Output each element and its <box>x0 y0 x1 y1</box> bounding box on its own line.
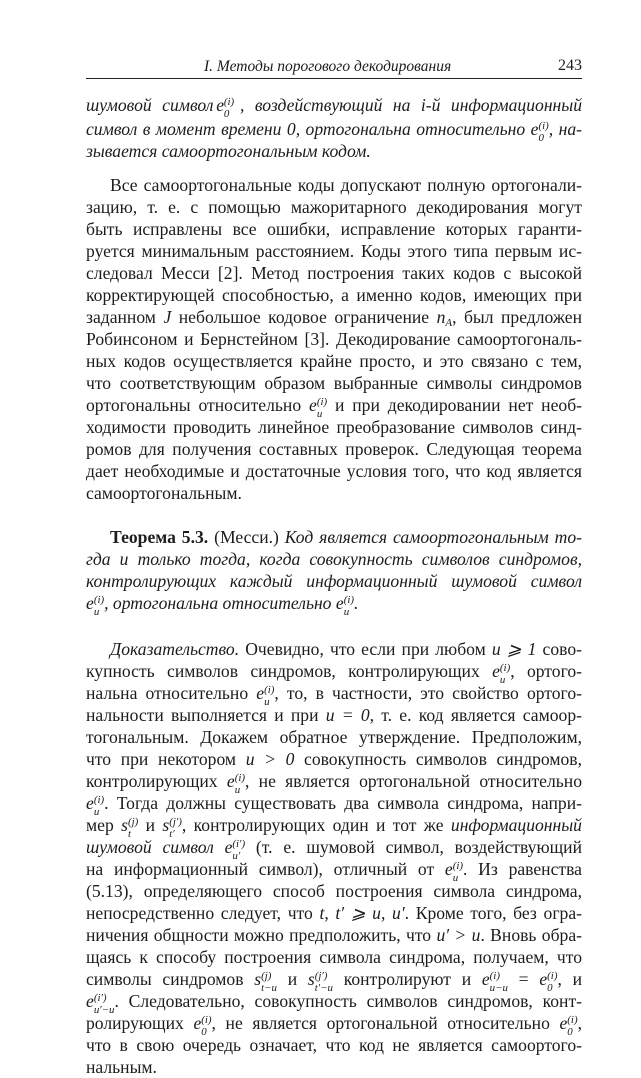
proof-line-14: ничения общности можно предположить, что u′ > u. Вновь обра- <box>86 925 582 945</box>
para1-line-4: руется минимальным расстоянием. Коды этого типа первым ис- <box>86 241 582 261</box>
proof-line-13: непосредственно следует, что t, t′ ⩾ u, u′. Кроме того, без огра- <box>86 903 582 923</box>
para1-line-8: Робинсоном и Бернстейном [3]. Декодирование самоортогональ- <box>86 329 582 349</box>
proof-line-11: на информационный символ), отличный от e (i) u . Из равенства <box>86 859 582 884</box>
proof-line-12: (5.13), определяющего способ построения символа синдрома, <box>86 881 582 901</box>
para1-line-12: ходимости проводить линейное преобразование символов синд- <box>86 417 582 437</box>
proof-line-1: Доказательство. Очевидно, что если при любом u ⩾ 1 сово- <box>110 639 582 659</box>
proof-line-8: e (i) u . Тогда должны существовать два символа синдрома, напри- <box>86 793 582 818</box>
proof-line-18: ролирующих e (i) 0 , не является ортогональной относительно e (i) 0 , <box>86 1013 582 1038</box>
proof-line-3: нальна относительно e (i) u , то, в частности, это свойство ортого- <box>86 683 582 708</box>
running-head <box>86 52 582 79</box>
theorem-line-3: контролирующих каждый информационный шумовой символ <box>86 571 582 591</box>
proof-line-7: контролирующих e (i) u , не является ортогональной относительно <box>86 771 582 796</box>
para1-line-7: заданном J небольшое кодовое ограничение $n_A$, был предложен <box>86 307 583 330</box>
proof-line-20: нальным. <box>86 1057 157 1077</box>
para1-line-3: быть исправлены все ошибки, исправление которых гаранти- <box>86 219 582 239</box>
page-number: 243 <box>558 57 582 74</box>
proof-line-10: шумовой символ e (i′) u′ (т. е. шумовой символ, воздействующий <box>86 837 583 862</box>
para1-line-10: что соответствующим образом выбранные символы синдромов <box>86 373 582 393</box>
para1-line-13: ромов для получения составных проверок. Следующая теорема <box>86 439 582 459</box>
para1-line-2: зацию, т. е. с помощью мажоритарного декодирования могут <box>86 197 582 217</box>
theorem-label: Теорема 5.3. <box>110 527 209 547</box>
chapter-title: I. Методы порогового декодирования <box>204 58 452 75</box>
proof-line-19: что в свою очередь означает, что код не является самоортого- <box>86 1035 582 1055</box>
para1-line-14: дает необходимые и достаточные условия того, что код является <box>86 461 582 481</box>
proof-line-4: нальности выполняется и при u = 0, т. е. код является самоор- <box>86 705 582 725</box>
intro-line-3: зывается самоортогональным кодом. <box>86 141 371 161</box>
intro-line-1: шумовой символ (i) 0 e , воздействующий на i-й информационный <box>86 95 582 120</box>
para1-line-6: корректирующей способностью, а именно кодов, имеющих при <box>86 285 582 305</box>
proof-line-16: символы синдромов s (j) t−u и s (j′) t′−u контролируют и e (i) u−u = e (i) 0 , и <box>86 969 582 994</box>
intro-line-2: символ в момент времени 0, ортогональна относительно e (i) 0 , на- <box>86 119 582 144</box>
proof-line-5: тогональным. Докажем обратное утверждение. Предположим, <box>86 727 582 747</box>
para1-line-9: ных кодов осуществляется крайне просто, и это связано с тем, <box>86 351 582 371</box>
para1-line-5: следовал Месси [2]. Метод построения таких кодов с высокой <box>86 263 582 283</box>
para1-line-11: ортогональны относительно e (i) u и при декодировании нет необ- <box>86 395 583 420</box>
proof-line-17: e (i′) u′−u . Следовательно, совокупность символов синдромов, конт- <box>86 991 582 1016</box>
para1-line-1: Все самоортогональные коды допускают полную ортогонали- <box>110 175 582 195</box>
theorem-line-1: Теорема 5.3. (Месси.) Код является самоортогональным то- <box>110 527 582 547</box>
theorem-line-2: гда и только тогда, когда совокупность символов синдромов, <box>86 549 582 569</box>
theorem-line-4: e (i) u , ортогональна относительно e (i) u . <box>86 593 359 618</box>
proof-line-9: мер s (j) t и s (j′) t′ , контролирующих один и тот же информационный <box>86 815 582 840</box>
para1-line-15: самоортогональным. <box>86 483 242 503</box>
proof-line-15: щаясь к способу построения символа синдрома, получаем, что <box>86 947 582 967</box>
proof-line-6: что при некотором u > 0 совокупность символов синдромов, <box>86 749 582 769</box>
proof-line-2: купность символов синдромов, контролирующих e (i) u , ортого- <box>86 661 582 686</box>
